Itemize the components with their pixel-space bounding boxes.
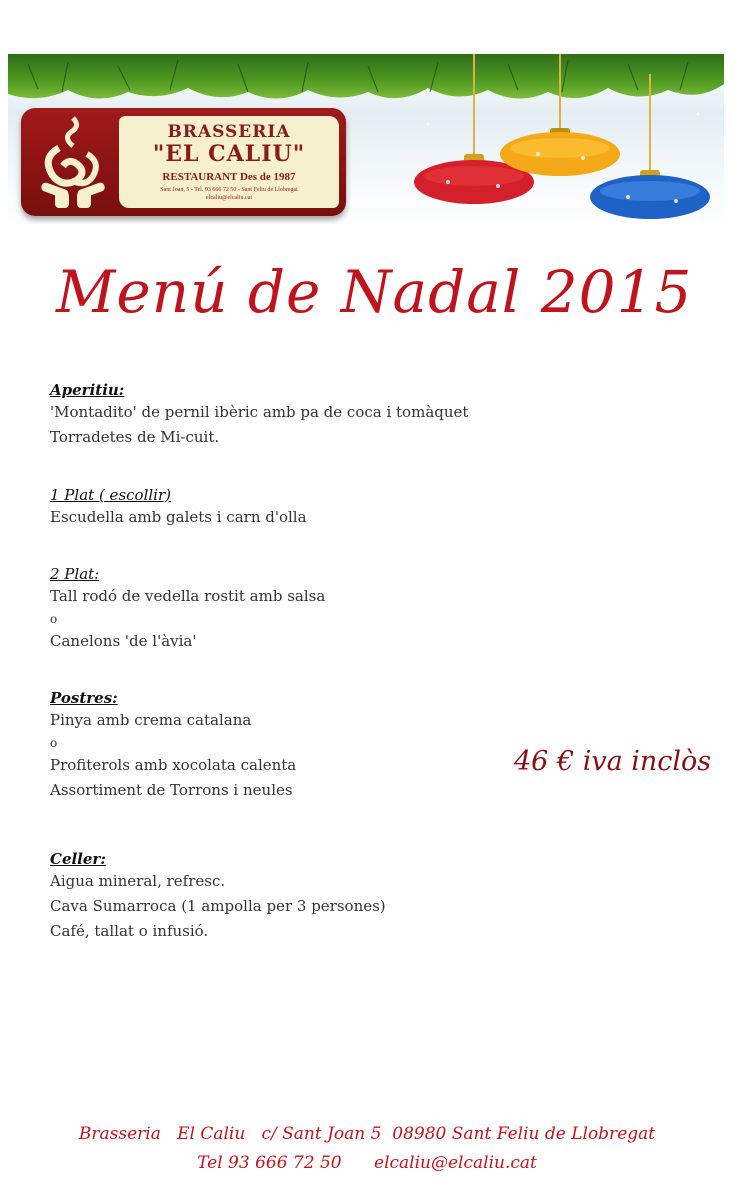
logo-email: elcaliu@elcaliu.cat — [206, 195, 252, 201]
menu-item: Escudella amb galets i carn d'olla — [50, 508, 307, 526]
menu-section-celler — [50, 849, 386, 944]
menu-item: Assortiment de Torrons i neules — [50, 781, 293, 799]
menu-item: Tall rodó de vedella rostit amb salsa — [50, 587, 326, 605]
restaurant-logo — [21, 108, 346, 216]
menu-item: Aigua mineral, refresc. — [50, 872, 226, 890]
footer-address: Brasseria El Caliu c/ Sant Joan 5 08980 Sant Feliu de Llobregat — [78, 1124, 656, 1144]
menu-item: Torradetes de Mi-cuit. — [50, 428, 220, 446]
menu-item: Profiterols amb xocolata calenta — [50, 756, 297, 774]
menu-item: Pinya amb crema catalana — [50, 711, 252, 729]
section-heading: 2 Plat: — [50, 565, 100, 583]
menu-item: Cava Sumarroca (1 ampolla per 3 persones) — [50, 897, 386, 915]
logo-scroll — [119, 116, 339, 208]
menu-price: 46 € iva inclòs — [514, 746, 712, 777]
menu-section-1-plat — [50, 485, 307, 530]
fire-emblem-icon — [29, 114, 119, 210]
menu-item-or: o — [50, 612, 58, 626]
page-title: Menú de Nadal 2015 — [56, 258, 693, 326]
menu-section-aperitiu — [50, 380, 468, 450]
header-banner — [8, 54, 724, 224]
christmas-ornaments-icon — [408, 54, 724, 224]
menu-item: Canelons 'de l'àvia' — [50, 632, 197, 650]
logo-el-caliu: "EL CALIU" — [152, 141, 306, 167]
menu-item-or: o — [50, 736, 58, 750]
menu-item: Café, tallat o infusió. — [50, 922, 209, 940]
logo-brasseria: BRASSERIA — [167, 122, 291, 142]
section-heading: 1 Plat ( escollir) — [50, 486, 171, 504]
logo-restaurant-since: RESTAURANT Des de 1987 — [162, 171, 296, 183]
menu-section-2-plat — [50, 564, 325, 654]
section-heading: Postres: — [50, 689, 118, 707]
menu-item: 'Montadito' de pernil ibèric amb pa de coca i tomàquet — [50, 403, 469, 421]
logo-address: Sant Joan, 5 - Tel. 93 666 72 50 - Sant Feliu de Llobregat — [160, 187, 298, 193]
section-heading: Aperitiu: — [50, 381, 125, 399]
footer-contact: Tel 93 666 72 50 elcaliu@elcaliu.cat — [197, 1153, 537, 1173]
section-heading: Celler: — [50, 850, 106, 868]
menu-section-postres — [50, 688, 296, 803]
